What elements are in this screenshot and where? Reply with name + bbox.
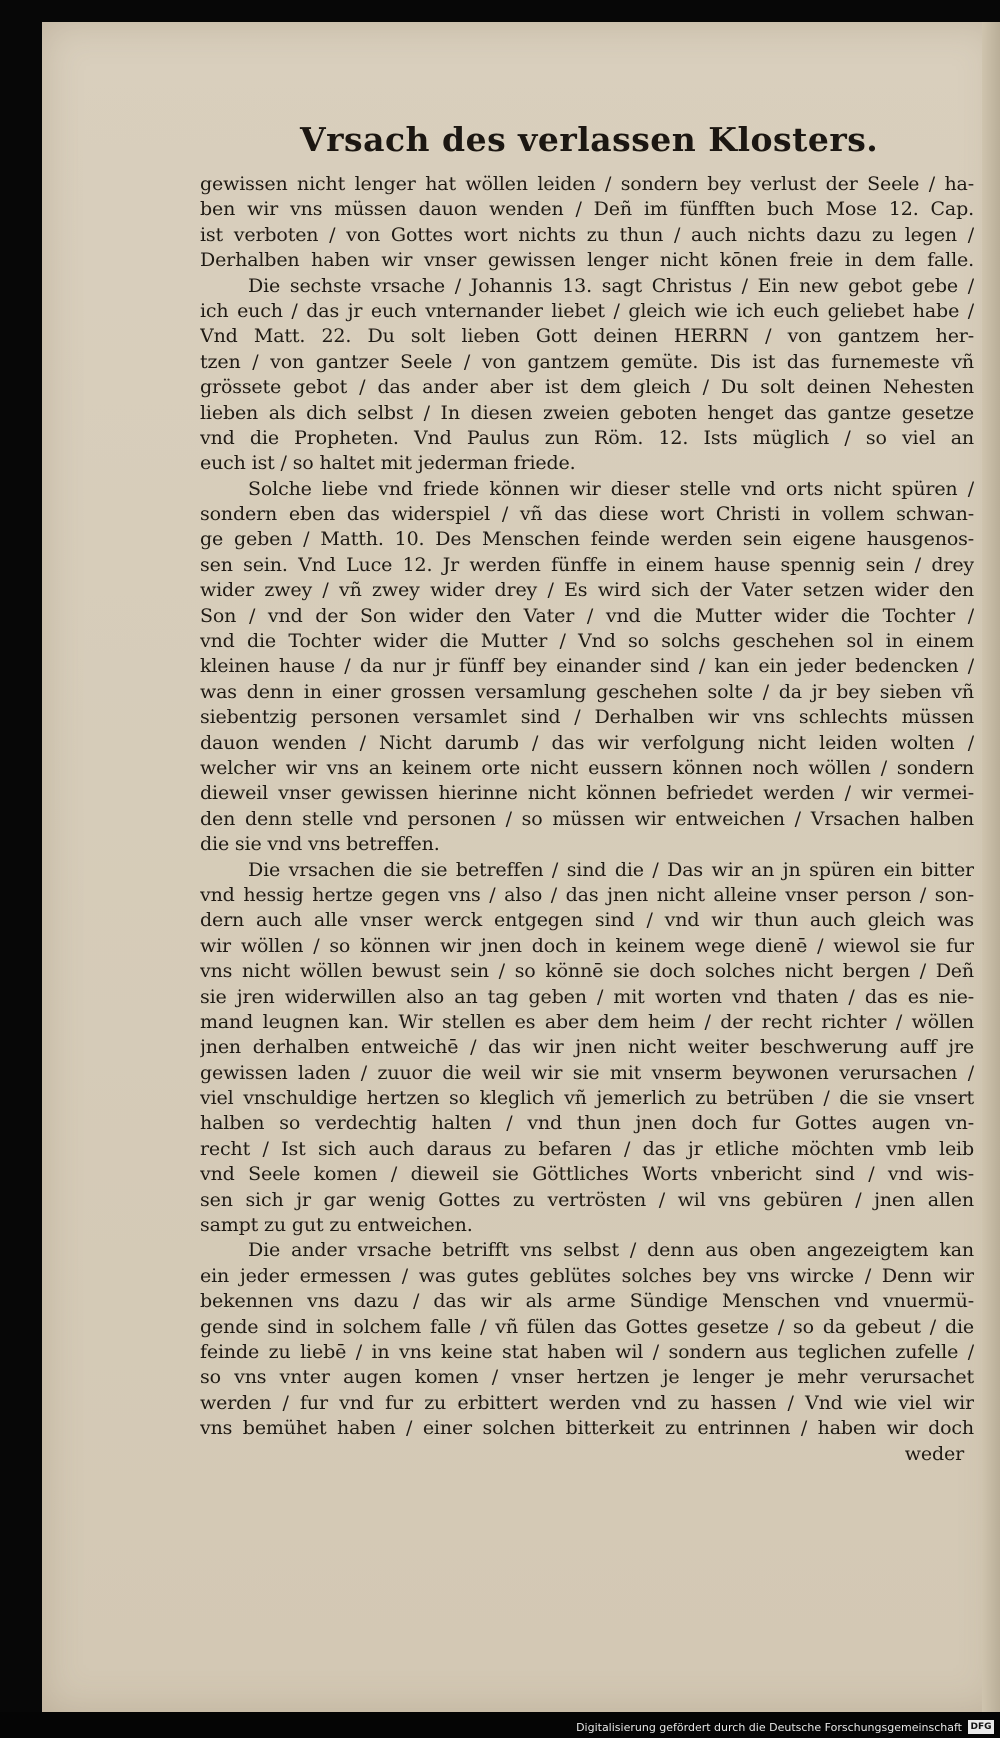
text-line: siebentzig personen versamlet sind / Derhalben wir vns schlechts müssen [200,706,974,729]
text-line: den denn stelle vnd personen / so müssen wir entweichen / Vrsachen halben [200,807,974,830]
text-line: Derhalben haben wir vnser gewissen lenger nicht kōnen freie in dem falle. [200,249,974,272]
text-line: recht / Ist sich auch daraus zu befaren / das jr etliche möchten vmb leib [200,1137,974,1160]
text-line: ge geben / Matth. 10. Des Menschen feinde werden sein eigene hausgenos- [200,528,974,551]
text-line: sampt zu gut zu entweichen. [200,1214,473,1237]
text-line: ben wir vns müssen dauon wenden / Deñ im fünfften buch Mose 12. Cap. [200,198,974,221]
text-line: die sie vnd vns betreffen. [200,833,440,856]
text-line: jnen derhalben entweichē / das wir jnen nicht weiter beschwerung auff jre [200,1036,974,1059]
text-line: halben so verdechtig halten / vnd thun jnen doch fur Gottes augen vn- [200,1112,974,1135]
text-line: gewissen nicht lenger hat wöllen leiden / sondern bey verlust der Seele / ha- [200,173,974,195]
text-line: werden / fur vnd fur zu erbittert werden vnd zu hassen / Vnd wie viel wir [200,1391,974,1414]
running-head: Vrsach des verlassen Klosters. [300,120,879,159]
text-line: wir wöllen / so können wir jnen doch in keinem wege dienē / wiewol sie fur [200,934,974,957]
text-line: Vnd Matt. 22. Du solt lieben Gott deinen HERRN / von gantzem her- [200,325,974,348]
text-line: welcher wir vns an keinem orte nicht eussern können noch wöllen / sondern [200,756,974,779]
catchword: weder [904,1442,964,1465]
text-line: vnd Seele komen / dieweil sie Göttliches Worts vnbericht sind / vnd wis- [200,1163,974,1186]
text-line: Son / vnd der Son wider den Vater / vnd die Mutter wider die Tochter / [200,604,974,627]
text-line: lieben als dich selbst / In diesen zweien geboten henget das gantze gesetze [200,401,974,424]
text-line: euch ist / so haltet mit jederman friede. [200,452,576,475]
text-line: tzen / von gantzer Seele / von gantzem gemüte. Dis ist das furnemeste vñ [200,350,974,373]
text-line: dauon wenden / Nicht darumb / das wir verfolgung nicht leiden wolten / [200,731,974,754]
text-line: Die sechste vrsache / Johannis 13. sagt Christus / Ein new gebot gebe / [248,274,974,297]
text-line: so vns vnter augen komen / vnser hertzen je lenger je mehr verursachet [200,1366,974,1389]
text-line: ein jeder ermessen / was gutes geblütes solches bey vns wircke / Denn wir [200,1264,974,1287]
text-line: sondern eben das widerspiel / vñ das diese wort Christi in vollem schwan- [200,503,974,526]
text-line: sie jren widerwillen also an tag geben / mit worten vnd thaten / das es nie- [200,985,974,1008]
text-line: feinde zu liebē / in vns keine stat haben wil / sondern aus teglichen zufelle / [200,1340,974,1363]
text-line: ich euch / das jr euch vnternander liebet / gleich wie ich euch geliebet habe / [200,299,974,322]
footer-credit: Digitalisierung gefördert durch die Deutsche Forschungsgemeinschaft [576,1721,962,1734]
text-line: Die vrsachen die sie betreffen / sind die / Das wir an jn spüren ein bitter [248,858,974,881]
text-line: grössete gebot / das ander aber ist dem gleich / Du solt deinen Nehesten [200,376,974,399]
text-line: was denn in einer grossen versamlung geschehen solte / da jr bey sieben vñ [200,680,974,703]
text-line: vns nicht wöllen bewust sein / so könnē sie doch solches nicht bergen / Deñ [200,960,974,983]
text-line: gende sind in solchem falle / vñ fülen das Gottes gesetze / so da gebeut / die [200,1315,974,1338]
text-line: sen sein. Vnd Luce 12. Jr werden fünffe in einem hause spennig sein / drey [200,553,974,576]
text-line: Die ander vrsache betrifft vns selbst / denn aus oben angezeigtem kan [248,1239,974,1262]
text-line: ist verboten / von Gottes wort nichts zu thun / auch nichts dazu zu legen / [200,223,974,246]
text-line: viel vnschuldige hertzen so kleglich vñ jemerlich zu betrüben / die sie vnsert [200,1087,974,1110]
text-line: Solche liebe vnd friede können wir dieser stelle vnd orts nicht spüren / [248,477,974,500]
text-line: kleinen hause / da nur jr fünff bey einander sind / kan ein jeder bedencken / [200,655,974,678]
page-fold-shadow [982,22,1000,1712]
text-line: gewissen laden / zuuor die weil wir sie mit vnserm beywonen verursachen / [200,1061,974,1084]
text-line: mand leugnen kan. Wir stellen es aber dem heim / der recht richter / wöllen [200,1010,974,1033]
text-line: bekennen vns dazu / das wir als arme Sündige Menschen vnd vnuermü- [200,1290,974,1313]
text-line: vns bemühet haben / einer solchen bitterkeit zu entrinnen / haben wir doch [200,1417,974,1440]
text-line: sen sich jr gar wenig Gottes zu vertrösten / wil vns gebüren / jnen allen [200,1188,974,1211]
body-text [200,172,974,1467]
text-line: wider zwey / vñ zwey wider drey / Es wird sich der Vater setzen wider den [200,579,974,602]
text-line: vnd die Tochter wider die Mutter / Vnd so solchs geschehen sol in einem [200,630,974,653]
text-line: dern auch alle vnser werck entgegen sind / vnd wir thun auch gleich was [200,909,974,932]
text-line: vnd die Propheten. Vnd Paulus zun Röm. 12. Ists müglich / so viel an [200,426,974,449]
text-line: vnd hessig hertze gegen vns / also / das jnen nicht alleine vnser person / son- [200,883,974,906]
dfg-logo: DFG [968,1720,994,1734]
text-line: dieweil vnser gewissen hierinne nicht können befriedet werden / wir vermei- [200,782,974,805]
